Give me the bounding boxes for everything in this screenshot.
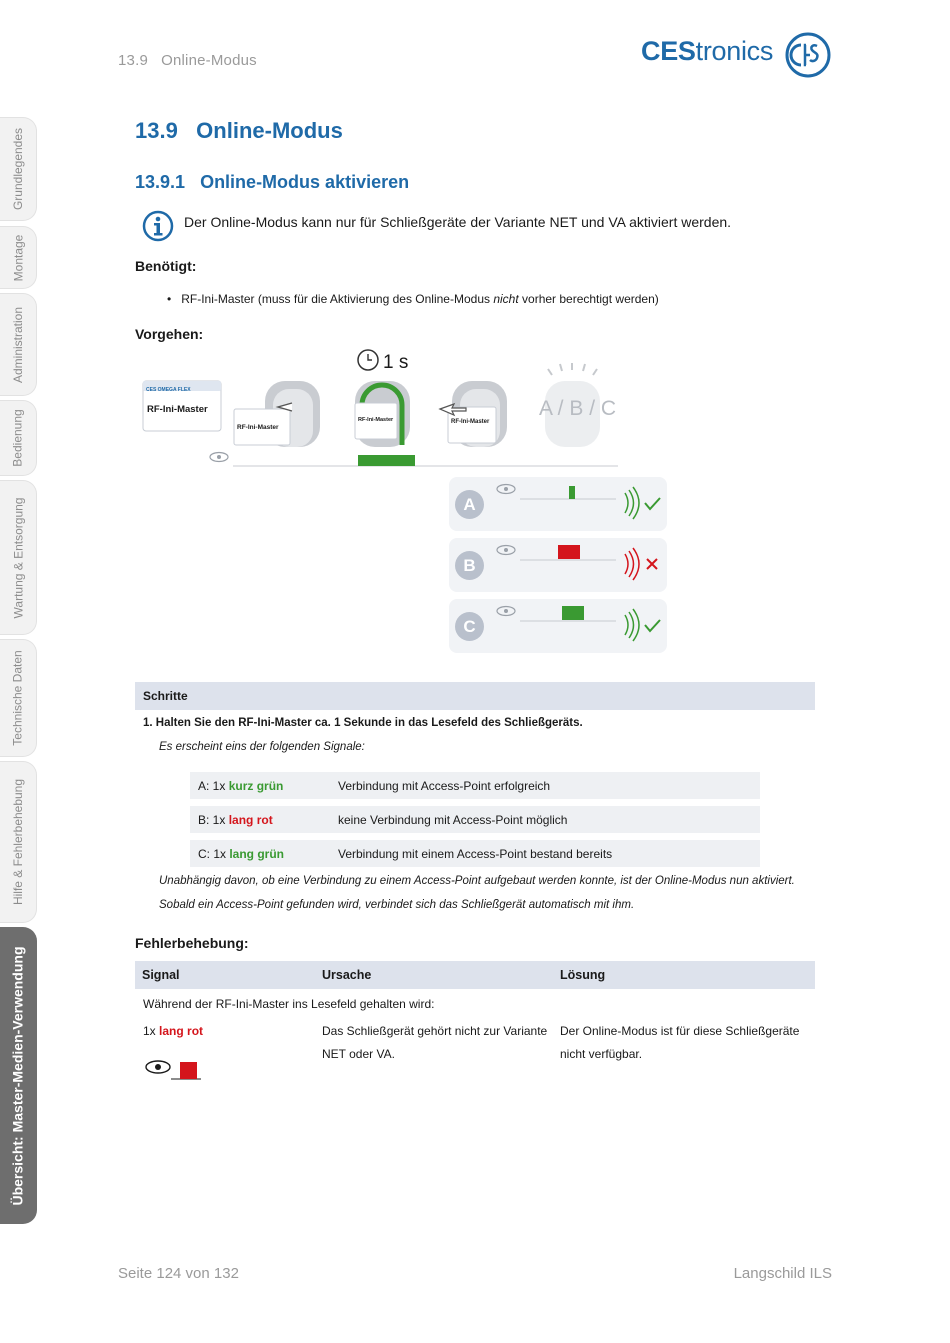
- required-label: Benötigt:: [135, 258, 197, 274]
- trouble-signal-prefix: 1x: [143, 1024, 160, 1038]
- signal-code: [198, 813, 273, 827]
- column-solution: Lösung: [560, 968, 606, 982]
- required-item: [167, 292, 659, 306]
- required-item-emphasis: nicht: [493, 292, 519, 306]
- subsection-title: [135, 172, 409, 193]
- tab-technische-daten[interactable]: [0, 639, 37, 757]
- signal-highlight: lang rot: [228, 813, 273, 827]
- duration-label: 1 s: [383, 352, 409, 373]
- card-title-reader3: RF-Ini-Master: [451, 419, 490, 425]
- card-brand: CES OMEGA FLEX: [146, 387, 191, 393]
- card-title: RF-Ini-Master: [147, 404, 208, 415]
- tab-label: Administration: [11, 306, 25, 383]
- procedure-label: Vorgehen:: [135, 326, 204, 342]
- tab-grundlegendes[interactable]: [0, 117, 37, 221]
- signal-highlight: lang grün: [229, 847, 285, 861]
- tab-administration[interactable]: [0, 293, 37, 396]
- eye-signal-icon: [143, 1057, 205, 1081]
- tab-label: Grundlegendes: [11, 127, 25, 211]
- tab-montage[interactable]: [0, 226, 37, 289]
- signal-row-c: [190, 840, 760, 867]
- steps-header: [135, 682, 815, 710]
- step-note-1: Unabhängig davon, ob eine Verbindung zu einem Access-Point aufgebaut werden konnte, ist der Online-Modus nun aktiviert.: [159, 875, 795, 887]
- step-1-note: Es erscheint eins der folgenden Signale:: [159, 741, 365, 753]
- signal-code: [198, 847, 284, 861]
- panel-letter: C: [455, 612, 484, 641]
- bullet-dot: •: [167, 292, 172, 306]
- card-title-reader2: RF-Ini-Master: [358, 417, 394, 423]
- heading1-title: Online-Modus: [196, 118, 343, 143]
- column-cause: Ursache: [322, 968, 372, 982]
- tab-wartung-entsorgung[interactable]: [0, 480, 37, 635]
- footer-page: Seite 124 von 132: [118, 1265, 239, 1282]
- ces-logo-icon: [784, 31, 832, 84]
- signal-row-b: [190, 806, 760, 833]
- signal-code: [198, 779, 283, 793]
- footer-product: Langschild ILS: [733, 1265, 832, 1282]
- signal-prefix: A: 1x: [198, 779, 229, 793]
- card-title-reader1: RF-Ini-Master: [237, 424, 279, 431]
- tab-label: Technische Daten: [11, 650, 26, 746]
- signal-prefix: C: 1x: [198, 847, 230, 861]
- signal-a-graphic: [493, 481, 663, 527]
- header-section-title: Online-Modus: [161, 52, 257, 69]
- result-panel-c: [449, 599, 667, 653]
- heading2-title: Online-Modus aktivieren: [200, 172, 410, 192]
- tab-label: Bedienung: [11, 409, 26, 467]
- tab-label: Hilfe & Fehlerbehebung: [11, 778, 25, 906]
- signal-description: Verbindung mit einem Access-Point bestand bereits: [338, 847, 613, 861]
- trouble-cause: Das Schließgerät gehört nicht zur Variante NET oder VA.: [322, 1024, 548, 1061]
- steps-header-label: Schritte: [143, 689, 188, 703]
- troubleshooting-label: Fehlerbehebung:: [135, 935, 249, 951]
- required-item-text-end: vorher berechtigt werden): [518, 292, 659, 306]
- tab-label: Übersicht: Master-Medien-Verwendung: [10, 945, 27, 1206]
- troubleshooting-context: Während der RF-Ini-Master ins Lesefeld gehalten wird:: [143, 997, 435, 1011]
- page-title: [135, 118, 343, 144]
- signal-description: keine Verbindung mit Access-Point möglich: [338, 813, 568, 827]
- result-panel-b: [449, 538, 667, 592]
- trouble-solution: Der Online-Modus ist für diese Schließgeräte nicht verfügbar.: [560, 1024, 800, 1061]
- tab-label: Montage: [11, 234, 26, 281]
- result-label: A / B / C: [539, 397, 617, 420]
- column-signal: Signal: [142, 968, 180, 982]
- header-section-number: 13.9: [118, 52, 148, 69]
- step-1: 1. Halten Sie den RF-Ini-Master ca. 1 Sekunde in das Lesefeld des Schließgeräts.: [143, 717, 583, 729]
- signal-highlight: kurz grün: [228, 779, 284, 793]
- ces-logo-wordmark: [641, 36, 773, 67]
- signal-description: Verbindung mit Access-Point erfolgreich: [338, 779, 551, 793]
- signal-prefix: B: 1x: [198, 813, 229, 827]
- required-item-text: RF-Ini-Master (muss für die Aktivierung des Online-Modus: [181, 292, 494, 306]
- signal-c-graphic: [493, 603, 663, 649]
- info-note: Der Online-Modus kann nur für Schließgeräte der Variante NET und VA aktiviert werden.: [184, 214, 732, 230]
- troubleshooting-header: [135, 961, 815, 989]
- signal-row-a: [190, 772, 760, 799]
- tab-label: Wartung & Entsorgung: [11, 497, 25, 618]
- panel-letter: A: [455, 490, 484, 519]
- heading1-number: 13.9: [135, 118, 178, 143]
- heading2-number: 13.9.1: [135, 172, 186, 192]
- step-note-2: Sobald ein Access-Point gefunden wird, verbindet sich das Schließgerät automatisch mit ihm.: [159, 899, 635, 911]
- header-section: [118, 52, 257, 69]
- result-panel-a: [449, 477, 667, 531]
- trouble-signal: [143, 1020, 203, 1043]
- trouble-signal-highlight: lang rot: [159, 1024, 204, 1038]
- logo-bold: CES: [641, 36, 696, 66]
- tab-bedienung[interactable]: [0, 400, 37, 476]
- procedure-diagram: [140, 345, 670, 475]
- tab-hilfe-fehlerbehebung[interactable]: [0, 761, 37, 923]
- panel-letter: B: [455, 551, 484, 580]
- signal-b-graphic: [493, 542, 663, 588]
- info-icon: [142, 210, 174, 247]
- tab-master-medien[interactable]: [0, 927, 37, 1224]
- logo-light: tronics: [695, 36, 774, 66]
